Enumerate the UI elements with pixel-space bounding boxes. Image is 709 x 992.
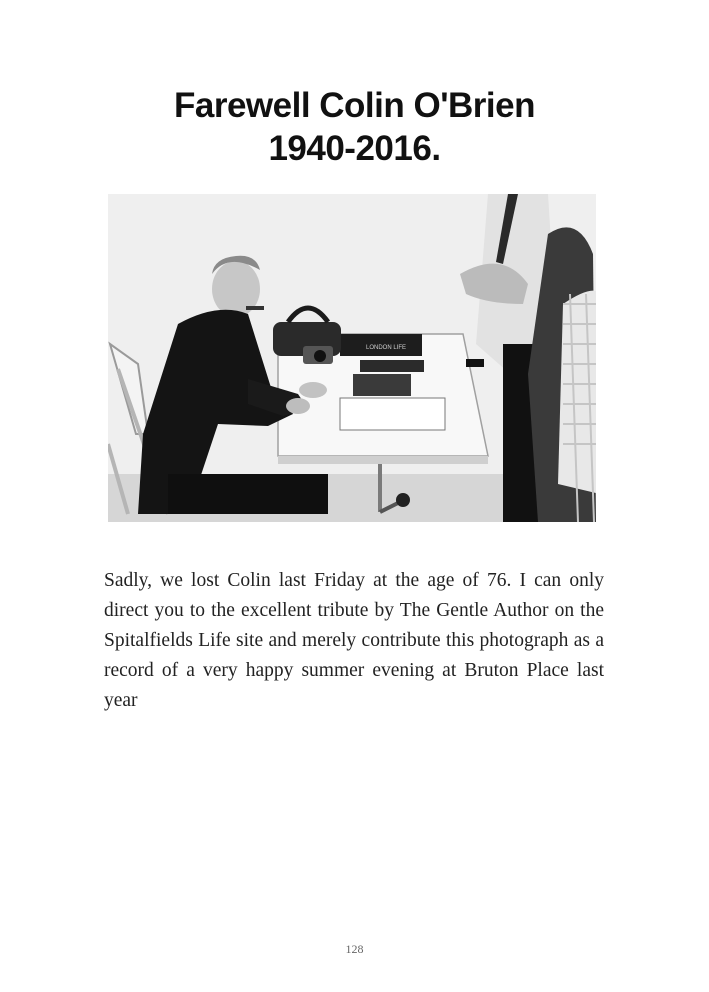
title-line-2: 1940-2016.	[268, 129, 441, 168]
book-signing-photo	[108, 194, 600, 522]
article-body: Sadly, we lost Colin last Friday at the age of 76. I can only direct you to the excellent tribute by The Gentle Author on the Spitalfields Life site and merely contribute this photograph as a record of a very happy summer evening at Bruton Place last year	[104, 570, 604, 711]
title-line-1: Farewell Colin O'Brien	[173, 86, 535, 125]
page-title	[0, 84, 709, 170]
page-number: 128	[345, 942, 364, 956]
book-spine-label: LONDON LIFE	[366, 345, 407, 351]
